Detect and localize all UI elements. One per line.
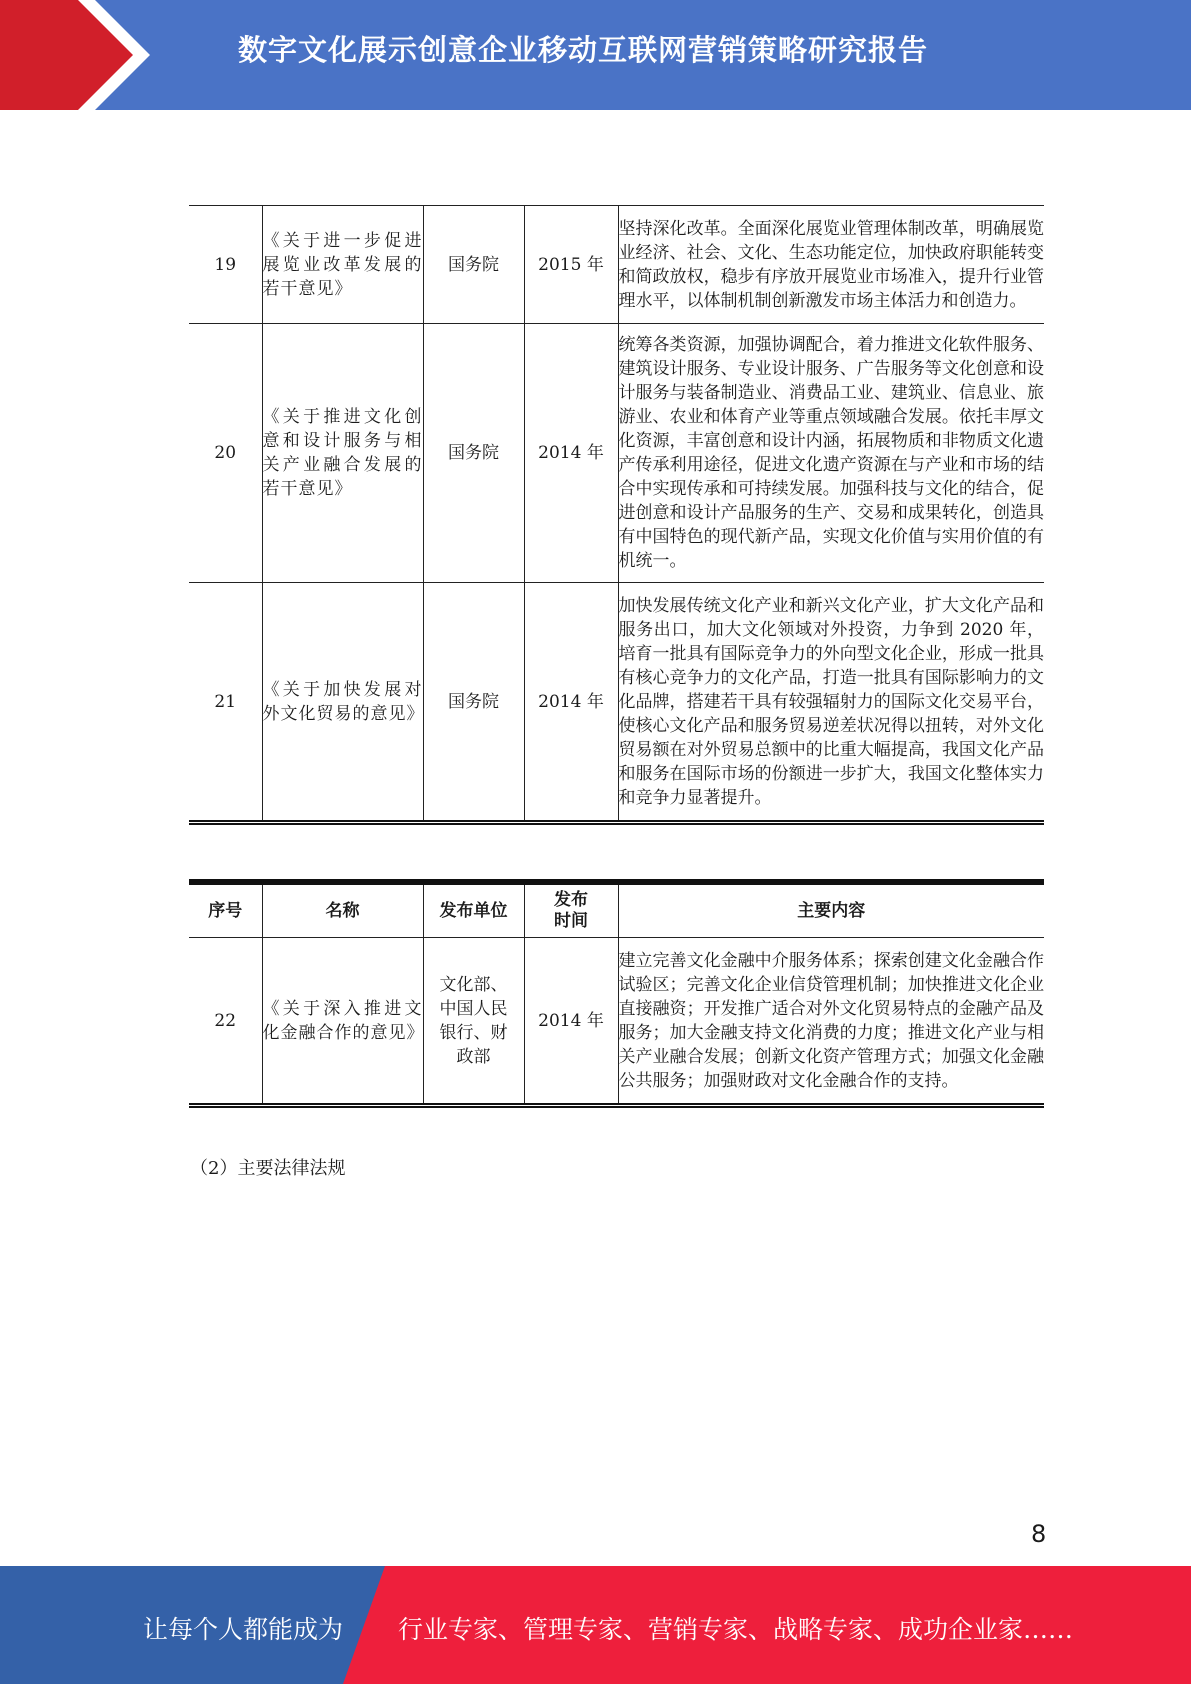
- table-row: [189, 938, 1044, 1106]
- column-header-name: 名称: [262, 882, 423, 938]
- publisher: 国务院: [423, 206, 524, 324]
- table-header-row: [189, 882, 1044, 938]
- row-index: 22: [189, 938, 262, 1106]
- publish-year: 2014 年: [524, 583, 618, 823]
- table-row: [189, 324, 1044, 583]
- publish-year: 2014 年: [524, 324, 618, 583]
- publisher-line: 中国人民: [439, 998, 508, 1019]
- main-content: 加快发展传统文化产业和新兴文化产业，扩大文化产品和服务出口，加大文化领域对外投资，力争到 2020 年，培育一批具有国际竞争力的外向型文化企业，形成一批具有核心竞争力的文化产品，打造一批具有国际影响力的文化品牌，搭建若干具有较强辐射力的国际文化交易平台，使核心文化产品和服务贸易逆差状况得以扭转，对外文化贸易额在对外贸易总额中的比重大幅提高，我国文化产品和服务在国际市场的份额进一步扩大，我国文化整体实力和竞争力显著提升。: [618, 583, 1044, 823]
- table-row: [189, 206, 1044, 324]
- column-header-time: [524, 882, 618, 938]
- policy-name: 《关于深入推进文化金融合作的意见》: [262, 938, 423, 1106]
- footer-slogan-left: 让每个人都能成为: [143, 1615, 344, 1644]
- publisher-line: 文化部、: [439, 974, 508, 995]
- publish-year: 2015 年: [524, 206, 618, 324]
- column-header-publisher: 发布单位: [423, 882, 524, 938]
- publisher-line: 政部: [456, 1046, 491, 1067]
- column-header-time-line2: 时间: [554, 911, 588, 931]
- page-footer: [0, 1566, 1191, 1684]
- policy-name: 《关于进一步促进展览业改革发展的若干意见》: [262, 206, 423, 324]
- publisher: 国务院: [423, 583, 524, 823]
- page-header: [0, 0, 1191, 110]
- publish-year: 2014 年: [524, 938, 618, 1106]
- column-header-content: 主要内容: [618, 882, 1044, 938]
- publisher-line: 银行、财: [439, 1022, 508, 1043]
- row-index: 20: [189, 324, 262, 583]
- policy-table-continued: [189, 205, 1044, 825]
- table-row: [189, 583, 1044, 823]
- column-header-index: 序号: [189, 882, 262, 938]
- header-title: 数字文化展示创意企业移动互联网营销策略研究报告: [238, 33, 929, 67]
- publisher: [423, 938, 524, 1106]
- main-content: 统筹各类资源，加强协调配合，着力推进文化软件服务、建筑设计服务、专业设计服务、广告服务等文化创意和设计服务与装备制造业、消费品工业、建筑业、信息业、旅游业、农业和体育产业等重点领域融合发展。依托丰厚文化资源，丰富创意和设计内涵，拓展物质和非物质文化遗产传承利用途径，促进文化遗产资源在与产业和市场的结合中实现传承和可持续发展。加强科技与文化的结合，促进创意和设计产品服务的生产、交易和成果转化，创造具有中国特色的现代新产品，实现文化价值与实用价值的有机统一。: [618, 324, 1044, 583]
- publisher: 国务院: [423, 324, 524, 583]
- main-content: 建立完善文化金融中介服务体系；探索创建文化金融合作试验区；完善文化企业信贷管理机制；加快推进文化企业直接融资；开发推广适合对外文化贸易特点的金融产品及服务；加大金融支持文化消费的力度；推进文化产业与相关产业融合发展；创新文化资产管理方式；加强文化金融公共服务；加强财政对文化金融合作的支持。: [618, 938, 1044, 1106]
- policy-name: 《关于推进文化创意和设计服务与相关产业融合发展的若干意见》: [262, 324, 423, 583]
- header-arrow-decoration: [0, 0, 160, 110]
- row-index: 19: [189, 206, 262, 324]
- policy-table: [189, 879, 1044, 1108]
- section-heading: （2）主要法律法规: [190, 1158, 346, 1179]
- column-header-time-line1: 发布: [554, 890, 588, 910]
- policy-name: 《关于加快发展对外文化贸易的意见》: [262, 583, 423, 823]
- row-index: 21: [189, 583, 262, 823]
- main-content: 坚持深化改革。全面深化展览业管理体制改革，明确展览业经济、社会、文化、生态功能定位，加快政府职能转变和简政放权，稳步有序放开展览业市场准入，提升行业管理水平，以体制机制创新激发市场主体活力和创造力。: [618, 206, 1044, 324]
- footer-slogan-right: 行业专家、管理专家、营销专家、战略专家、成功企业家……: [398, 1615, 1074, 1644]
- page-number: 8: [1031, 1520, 1047, 1548]
